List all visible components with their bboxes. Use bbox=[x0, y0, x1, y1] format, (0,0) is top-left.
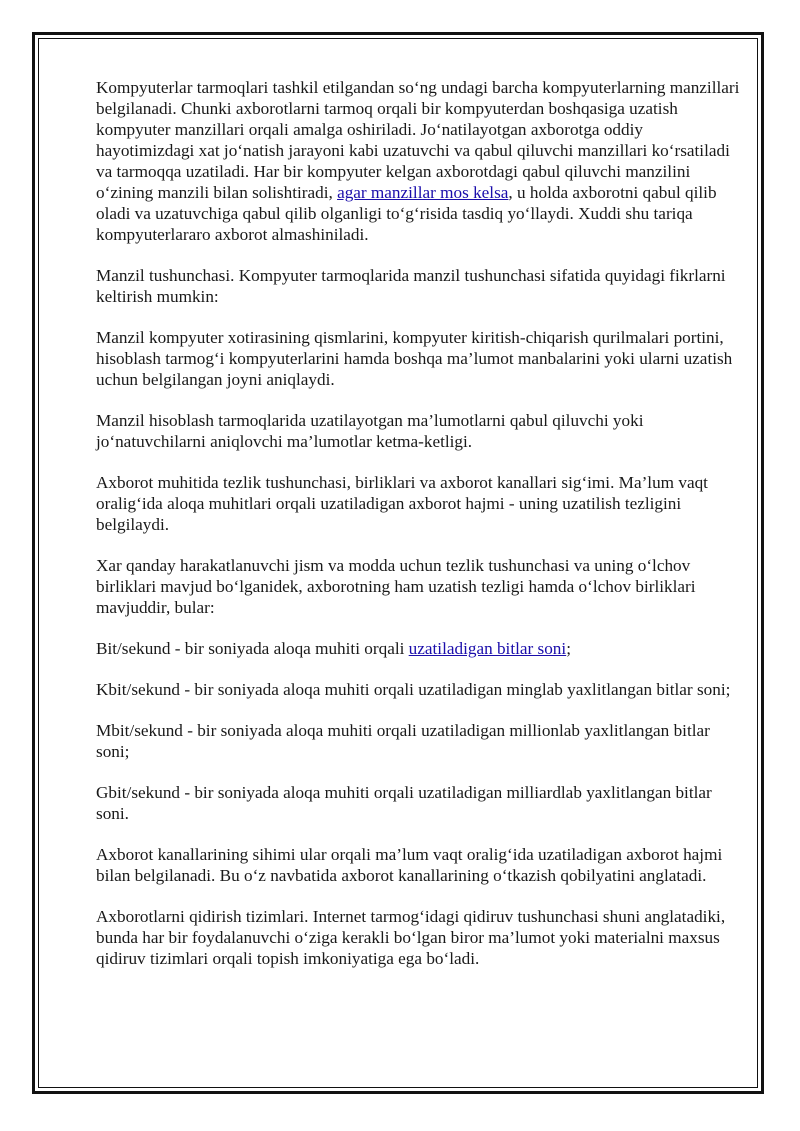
paragraph-mbit-per-second: Mbit/sekund - bir soniyada aloqa muhiti orqali uzatiladigan millionlab yaxlitlangan bitlar soni; bbox=[96, 721, 710, 761]
paragraph-address-definition-2: Manzil hisoblash tarmoqlarida uzatilayotgan ma’lumotlarni qabul qiluvchi yoki jo‘natuvchilarni aniqlovchi ma’lumotlar ketma-ketligi. bbox=[96, 411, 644, 451]
paragraph-search-systems: Axborotlarni qidirish tizimlari. Internet tarmog‘idagi qidiruv tushunchasi shuni anglatadiki, bunda har bir foydalanuvchi o‘ziga kerakli bo‘lgan biror ma’lumot yoki materialni maxsus qidiruv tizimlari orqali topish imkoniyatiga ega bo‘ladi. bbox=[96, 907, 726, 968]
paragraph-text: , u holda axborotni qabul qilib oladi va uzatuvchiga qabul qilib olganligi to‘g‘risida tasdiq yo‘llaydi. Xuddi shu tariqa kompyuterlararo axborot almashiniladi. bbox=[96, 183, 717, 244]
paragraph-kbit-per-second: Kbit/sekund - bir soniyada aloqa muhiti orqali uzatiladigan minglab yaxlitlangan bitlar soni; bbox=[96, 680, 731, 699]
paragraph-address-definition-1: Manzil kompyuter xotirasining qismlarini, kompyuter kiritish-chiqarish qurilmalari portini, hisoblash tarmog‘i kompyuterlarini hamda boshqa ma’lumot manbalarini yoki ularni uzatish uchun belgilangan joyni aniqlaydi. bbox=[96, 328, 733, 389]
document-body bbox=[96, 77, 741, 989]
paragraph-gbit-per-second: Gbit/sekund - bir soniyada aloqa muhiti orqali uzatiladigan milliardlab yaxlitlangan bitlar soni. bbox=[96, 783, 712, 823]
paragraph-text: Bit/sekund - bir soniyada aloqa muhiti orqali bbox=[96, 639, 409, 658]
link-transmitted-bits[interactable]: uzatiladigan bitlar soni bbox=[408, 639, 567, 658]
paragraph-address-concept: Manzil tushunchasi. Kompyuter tarmoqlarida manzil tushunchasi sifatida quyidagi fikrlarni keltirish mumkin: bbox=[96, 266, 726, 306]
paragraph-addresses-intro bbox=[96, 77, 741, 245]
paragraph-text: Kompyuterlar tarmoqlari tashkil etilgandan so‘ng undagi barcha kompyuterlarning manzillari belgilanadi. Chunki axborotlarni tarmoq orqali bir kompyuterdan boshqasiga uzatish kompyuter manzillari orqali amalga oshiriladi. Jo‘natilayotgan axborotga oddiy hayotimizdagi xat jo‘natish jarayoni kabi uzatuvchi va qabul qiluvchi manzillari ko‘rsatiladi va tarmoqqa uzatiladi. Har bir kompyuter kelgan axborotdagi qabul qiluvchi manzilini o‘zining manzili bilan solishtiradi, bbox=[96, 78, 740, 202]
paragraph-speed-units-intro: Xar qanday harakatlanuvchi jism va modda uchun tezlik tushunchasi va uning o‘lchov birliklari mavjud bo‘lganidek, axborotning ham uzatish tezligi hamda o‘lchov birliklari mavjuddir, bular: bbox=[96, 556, 696, 617]
paragraph-text: ; bbox=[566, 639, 571, 658]
paragraph-bit-per-second bbox=[96, 638, 741, 659]
paragraph-speed-concept: Axborot muhitida tezlik tushunchasi, birliklari va axborot kanallari sig‘imi. Ma’lum vaqt oralig‘ida aloqa muhitlari orqali uzatiladigan axborot hajmi - uning uzatilish tezligini belgilaydi. bbox=[96, 473, 708, 534]
paragraph-channel-capacity: Axborot kanallarining sihimi ular orqali ma’lum vaqt oralig‘ida uzatiladigan axborot hajmi bilan belgilanadi. Bu o‘z navbatida axborot kanallarining o‘tkazish qobilyatini anglatadi. bbox=[96, 845, 723, 885]
link-addresses-match[interactable]: agar manzillar mos kelsa bbox=[337, 183, 509, 202]
